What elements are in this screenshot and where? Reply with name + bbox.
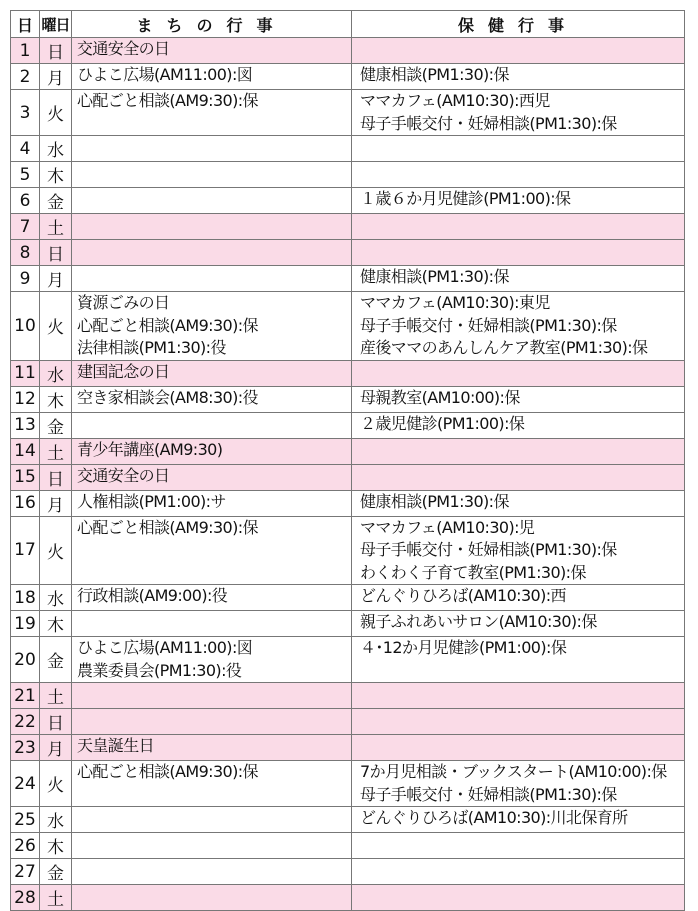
weekday-label: 日: [40, 464, 72, 490]
town-event: 交通安全の日: [77, 465, 170, 485]
day-number: 27: [11, 859, 40, 885]
town-events-cell: [72, 136, 352, 162]
town-event: 天皇誕生日: [77, 736, 155, 755]
town-events-cell: [72, 188, 352, 214]
weekday-label: 月: [40, 64, 72, 90]
day-row: [11, 188, 685, 214]
header-health-events-label: 保健行事: [457, 15, 578, 35]
day-row: [11, 885, 685, 911]
health-event: ママカフェ(AM10:30):東児: [360, 293, 550, 312]
health-event: [360, 709, 684, 732]
health-events-cell: [352, 360, 685, 386]
town-event: 交通安全の日: [77, 39, 170, 58]
header-health-events: [352, 11, 685, 38]
day-row: [11, 833, 685, 859]
health-event: 母子手帳交付・妊婦相談(PM1:30):保: [360, 540, 617, 559]
health-event: 母子手帳交付・妊婦相談(PM1:30):保: [360, 113, 617, 133]
day-number: 20: [11, 637, 40, 683]
header-town-events-label: まちの行事: [136, 15, 287, 35]
day-number: 12: [11, 386, 40, 412]
town-events-cell: [72, 885, 352, 911]
town-events-cell: [72, 214, 352, 240]
town-events-cell: [72, 585, 352, 611]
health-event: [360, 439, 684, 462]
day-row: [11, 761, 685, 807]
town-events-cell: [72, 709, 352, 735]
day-row: [11, 386, 685, 412]
health-event: どんぐりひろば(AM10:30):川北保育所: [360, 808, 628, 827]
health-events-cell: [352, 162, 685, 188]
weekday-label: 火: [40, 90, 72, 136]
day-number: 6: [11, 188, 40, 214]
health-events-cell: [352, 735, 685, 761]
day-number: 23: [11, 735, 40, 761]
day-row: [11, 412, 685, 438]
table-header-row: [11, 11, 685, 38]
day-row: [11, 611, 685, 637]
town-event: 資源ごみの日: [77, 293, 170, 312]
day-row: [11, 807, 685, 833]
town-events-cell: [72, 637, 352, 683]
health-events-cell: [352, 683, 685, 709]
health-event: 母子手帳交付・妊婦相談(PM1:30):保: [360, 784, 617, 804]
town-event: 法律相談(PM1:30):役: [77, 338, 226, 357]
weekday-label: 月: [40, 266, 72, 292]
header-day: 日: [11, 11, 40, 38]
day-number: 9: [11, 266, 40, 292]
weekday-label: 土: [40, 214, 72, 240]
health-event: [360, 859, 684, 882]
town-event: 行政相談(AM9:00):役: [77, 586, 228, 605]
weekday-label: 木: [40, 611, 72, 637]
health-events-cell: [352, 240, 685, 266]
town-event: ひよこ広場(AM11:00):図: [77, 638, 253, 657]
health-events-cell: [352, 490, 685, 516]
town-event: ひよこ広場(AM11:00):図: [77, 65, 253, 84]
health-events-cell: [352, 637, 685, 683]
weekday-label: 金: [40, 188, 72, 214]
town-event: [77, 683, 351, 706]
health-event: [360, 683, 684, 706]
day-row: [11, 490, 685, 516]
weekday-label: 火: [40, 516, 72, 585]
health-events-cell: [352, 885, 685, 911]
town-events-cell: [72, 833, 352, 859]
day-row: [11, 585, 685, 611]
health-events-cell: [352, 292, 685, 361]
town-event: 心配ごと相談(AM9:30):保: [77, 762, 258, 781]
day-number: 11: [11, 360, 40, 386]
health-events-cell: [352, 136, 685, 162]
town-event: [77, 214, 351, 237]
town-event: 青少年講座(AM9:30): [77, 439, 223, 459]
town-events-cell: [72, 611, 352, 637]
health-events-cell: [352, 412, 685, 438]
day-number: 19: [11, 611, 40, 637]
health-event: どんぐりひろば(AM10:30):西: [360, 586, 566, 605]
day-row: [11, 637, 685, 683]
health-event: [360, 214, 684, 237]
health-events-cell: [352, 807, 685, 833]
weekday-label: 土: [40, 438, 72, 464]
town-event: 農業委員会(PM1:30):役: [77, 660, 242, 680]
day-number: 16: [11, 490, 40, 516]
town-events-cell: [72, 735, 352, 761]
weekday-label: 金: [40, 637, 72, 683]
town-events-cell: [72, 292, 352, 361]
weekday-label: 日: [40, 240, 72, 266]
health-event: [360, 38, 684, 61]
weekday-label: 水: [40, 807, 72, 833]
health-event: 母親教室(AM10:00):保: [360, 387, 520, 407]
health-events-cell: [352, 709, 685, 735]
day-row: [11, 683, 685, 709]
town-event: [77, 562, 351, 585]
health-events-cell: [352, 464, 685, 490]
town-event: [77, 413, 351, 436]
health-events-cell: [352, 585, 685, 611]
health-events-cell: [352, 611, 685, 637]
day-row: [11, 516, 685, 585]
day-row: [11, 240, 685, 266]
health-event: [360, 361, 684, 384]
health-event: [360, 885, 684, 908]
town-event: [77, 859, 351, 882]
health-event: ４･12か月児健診(PM1:00):保: [360, 638, 567, 657]
health-events-cell: [352, 516, 685, 585]
health-event: [360, 240, 684, 263]
day-number: 13: [11, 412, 40, 438]
day-row: [11, 735, 685, 761]
health-event: 母子手帳交付・妊婦相談(PM1:30):保: [360, 315, 617, 335]
town-event: [77, 136, 351, 159]
town-events-cell: [72, 761, 352, 807]
day-number: 1: [11, 38, 40, 64]
town-event: [77, 539, 351, 562]
day-number: 7: [11, 214, 40, 240]
day-row: [11, 709, 685, 735]
day-number: 15: [11, 464, 40, 490]
header-town-events: [72, 11, 352, 38]
health-event: [360, 136, 684, 159]
weekday-label: 火: [40, 761, 72, 807]
health-event: ママカフェ(AM10:30):西児: [360, 91, 550, 110]
town-events-cell: [72, 90, 352, 136]
day-number: 21: [11, 683, 40, 709]
health-event: 7か月児相談・ブックスタート(AM10:00):保: [360, 762, 667, 781]
health-events-cell: [352, 64, 685, 90]
day-row: [11, 464, 685, 490]
town-events-cell: [72, 386, 352, 412]
health-event: [360, 465, 684, 488]
town-events-cell: [72, 64, 352, 90]
health-event: ママカフェ(AM10:30):児: [360, 517, 535, 537]
day-row: [11, 162, 685, 188]
weekday-label: 水: [40, 360, 72, 386]
calendar-body: [11, 38, 685, 911]
weekday-label: 水: [40, 585, 72, 611]
events-calendar-table: [10, 10, 685, 911]
town-event: [77, 833, 351, 856]
weekday-label: 水: [40, 136, 72, 162]
town-event: [77, 709, 351, 732]
health-events-cell: [352, 266, 685, 292]
town-events-cell: [72, 464, 352, 490]
day-number: 14: [11, 438, 40, 464]
day-row: [11, 859, 685, 885]
day-row: [11, 292, 685, 361]
day-number: 2: [11, 64, 40, 90]
weekday-label: 土: [40, 683, 72, 709]
health-event: 親子ふれあいサロン(AM10:30):保: [360, 612, 597, 631]
health-event: わくわく子育て教室(PM1:30):保: [360, 562, 586, 582]
day-number: 24: [11, 761, 40, 807]
weekday-label: 土: [40, 885, 72, 911]
day-number: 18: [11, 585, 40, 611]
day-number: 28: [11, 885, 40, 911]
day-number: 10: [11, 292, 40, 361]
health-events-cell: [352, 188, 685, 214]
health-event: [360, 833, 684, 856]
day-row: [11, 360, 685, 386]
weekday-label: 日: [40, 38, 72, 64]
health-events-cell: [352, 38, 685, 64]
health-events-cell: [352, 438, 685, 464]
health-event: 産後ママのあんしんケア教室(PM1:30):保: [360, 338, 648, 357]
town-event: [77, 188, 351, 211]
town-event: [77, 240, 351, 263]
day-number: 17: [11, 516, 40, 585]
day-number: 25: [11, 807, 40, 833]
town-event: 空き家相談会(AM8:30):役: [77, 387, 258, 407]
town-event: [77, 266, 351, 289]
health-event: [360, 162, 684, 185]
weekday-label: 月: [40, 735, 72, 761]
town-events-cell: [72, 38, 352, 64]
town-event: [77, 113, 351, 136]
health-events-cell: [352, 214, 685, 240]
town-events-cell: [72, 412, 352, 438]
health-event: [360, 735, 684, 758]
town-event: [77, 885, 351, 908]
health-event: １歳６か月児健診(PM1:00):保: [360, 189, 571, 208]
town-events-cell: [72, 807, 352, 833]
day-number: 26: [11, 833, 40, 859]
health-events-cell: [352, 761, 685, 807]
weekday-label: 木: [40, 162, 72, 188]
day-row: [11, 64, 685, 90]
health-events-cell: [352, 90, 685, 136]
town-event: 建国記念の日: [77, 361, 170, 381]
town-event: 心配ごと相談(AM9:30):保: [77, 91, 258, 110]
town-events-cell: [72, 266, 352, 292]
town-events-cell: [72, 490, 352, 516]
town-events-cell: [72, 683, 352, 709]
day-number: 5: [11, 162, 40, 188]
town-event: 心配ごと相談(AM9:30):保: [77, 315, 258, 335]
day-row: [11, 214, 685, 240]
town-event: [77, 807, 351, 830]
town-event: [77, 611, 351, 634]
weekday-label: 月: [40, 490, 72, 516]
town-event: [77, 162, 351, 185]
weekday-label: 金: [40, 859, 72, 885]
day-row: [11, 438, 685, 464]
town-events-cell: [72, 859, 352, 885]
day-number: 3: [11, 90, 40, 136]
health-events-cell: [352, 859, 685, 885]
health-event: 健康相談(PM1:30):保: [360, 491, 509, 511]
header-weekday: 曜日: [40, 11, 72, 38]
health-events-cell: [352, 386, 685, 412]
day-number: 22: [11, 709, 40, 735]
day-number: 8: [11, 240, 40, 266]
town-events-cell: [72, 240, 352, 266]
health-event: ２歳児健診(PM1:00):保: [360, 413, 525, 433]
weekday-label: 金: [40, 412, 72, 438]
town-event: 人権相談(PM1:00):サ: [77, 491, 226, 511]
town-events-cell: [72, 162, 352, 188]
weekday-label: 木: [40, 833, 72, 859]
town-event: 心配ごと相談(AM9:30):保: [77, 517, 258, 537]
day-row: [11, 38, 685, 64]
town-events-cell: [72, 360, 352, 386]
health-event: [360, 660, 684, 683]
health-events-cell: [352, 833, 685, 859]
town-events-cell: [72, 438, 352, 464]
day-row: [11, 136, 685, 162]
day-row: [11, 90, 685, 136]
weekday-label: 木: [40, 386, 72, 412]
health-event: 健康相談(PM1:30):保: [360, 267, 509, 286]
health-event: 健康相談(PM1:30):保: [360, 65, 509, 84]
weekday-label: 火: [40, 292, 72, 361]
weekday-label: 日: [40, 709, 72, 735]
day-number: 4: [11, 136, 40, 162]
day-row: [11, 266, 685, 292]
town-event: [77, 784, 351, 807]
town-events-cell: [72, 516, 352, 585]
